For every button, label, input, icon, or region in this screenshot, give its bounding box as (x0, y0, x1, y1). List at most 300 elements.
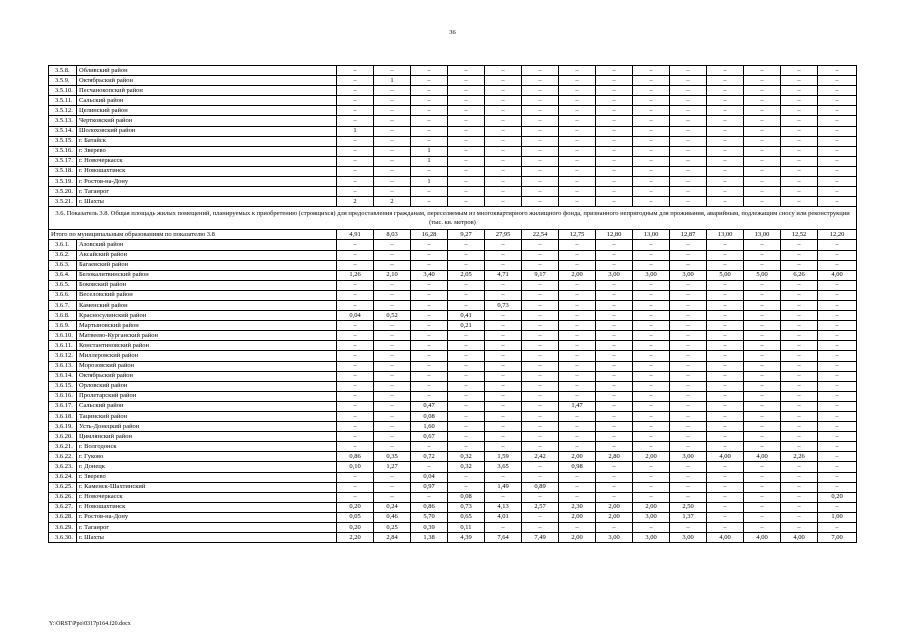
value-cell: 2,30 (559, 502, 596, 512)
value-cell: – (374, 280, 411, 290)
value-cell: 3,40 (411, 270, 448, 280)
value-cell: – (596, 280, 633, 290)
value-cell: – (522, 76, 559, 86)
value-cell: – (781, 96, 818, 106)
value-cell: – (411, 126, 448, 136)
value-cell: – (818, 432, 857, 442)
value-cell: – (522, 492, 559, 502)
value-cell: – (744, 300, 781, 310)
row-number: 3.5.17. (49, 156, 77, 166)
value-cell: 4,00 (818, 270, 857, 280)
value-cell: – (485, 422, 522, 432)
row-number: 3.6.28. (49, 512, 77, 522)
value-cell: – (781, 361, 818, 371)
value-cell: – (744, 136, 781, 146)
table-row (49, 361, 857, 371)
value-cell: – (337, 300, 374, 310)
value-cell: – (522, 187, 559, 197)
total-value-cell: 13,00 (633, 230, 670, 240)
value-cell: – (818, 86, 857, 96)
value-cell: – (485, 106, 522, 116)
value-cell: – (448, 290, 485, 300)
value-cell: – (707, 156, 744, 166)
value-cell: – (670, 290, 707, 300)
value-cell: 0,20 (818, 492, 857, 502)
value-cell: – (707, 462, 744, 472)
value-cell: 5,70 (411, 512, 448, 522)
value-cell: – (818, 341, 857, 351)
value-cell: – (411, 381, 448, 391)
row-name: Октябрьский район (77, 371, 337, 381)
value-cell: – (744, 66, 781, 76)
value-cell: 3,00 (596, 270, 633, 280)
value-cell: – (818, 290, 857, 300)
value-cell: – (485, 432, 522, 442)
value-cell: – (411, 96, 448, 106)
value-cell: – (781, 472, 818, 482)
value-cell: – (707, 351, 744, 361)
value-cell: 0,67 (411, 432, 448, 442)
value-cell: – (337, 116, 374, 126)
table-row (49, 512, 857, 522)
value-cell: – (707, 290, 744, 300)
value-cell: – (818, 136, 857, 146)
value-cell: – (744, 381, 781, 391)
value-cell: – (670, 321, 707, 331)
value-cell: – (337, 492, 374, 502)
value-cell: – (522, 401, 559, 411)
value-cell: – (559, 280, 596, 290)
value-cell: – (448, 371, 485, 381)
row-name: Усть-Донецкий район (77, 422, 337, 432)
value-cell: 7,00 (818, 533, 857, 543)
value-cell: – (485, 472, 522, 482)
value-cell: – (818, 401, 857, 411)
row-number: 3.6.14. (49, 371, 77, 381)
value-cell: – (448, 136, 485, 146)
table-row (49, 240, 857, 250)
value-cell: – (670, 482, 707, 492)
value-cell: – (781, 381, 818, 391)
value-cell: – (670, 260, 707, 270)
value-cell: – (411, 290, 448, 300)
value-cell: – (374, 126, 411, 136)
value-cell: – (633, 492, 670, 502)
value-cell: – (337, 290, 374, 300)
value-cell: – (522, 66, 559, 76)
value-cell: – (411, 187, 448, 197)
row-name: г. Гуково (77, 452, 337, 462)
value-cell: – (633, 391, 670, 401)
value-cell: – (633, 523, 670, 533)
row-name: Багаевский район (77, 260, 337, 270)
value-cell: 2,00 (559, 512, 596, 522)
value-cell: 0,35 (374, 452, 411, 462)
value-cell: – (596, 96, 633, 106)
value-cell: 4,00 (781, 533, 818, 543)
value-cell: – (559, 106, 596, 116)
value-cell: – (559, 250, 596, 260)
value-cell: – (781, 146, 818, 156)
value-cell: – (485, 116, 522, 126)
value-cell: – (596, 240, 633, 250)
table-row (49, 250, 857, 260)
value-cell: – (337, 86, 374, 96)
value-cell: – (522, 321, 559, 331)
value-cell: – (781, 250, 818, 260)
value-cell: – (707, 260, 744, 270)
value-cell: – (707, 86, 744, 96)
value-cell: – (744, 412, 781, 422)
value-cell: – (707, 96, 744, 106)
value-cell: – (337, 177, 374, 187)
value-cell: – (559, 146, 596, 156)
table-row (49, 442, 857, 452)
row-name: Цимлянский район (77, 432, 337, 442)
value-cell: – (559, 126, 596, 136)
value-cell: – (670, 331, 707, 341)
value-cell: 2,00 (559, 533, 596, 543)
value-cell: – (818, 381, 857, 391)
value-cell: – (633, 116, 670, 126)
value-cell: – (522, 381, 559, 391)
value-cell: – (818, 240, 857, 250)
value-cell: – (633, 311, 670, 321)
value-cell: – (781, 260, 818, 270)
value-cell: – (485, 381, 522, 391)
row-name: г. Зверево (77, 472, 337, 482)
table-row (49, 146, 857, 156)
value-cell: 3,00 (670, 270, 707, 280)
value-cell: – (374, 290, 411, 300)
value-cell: – (596, 523, 633, 533)
row-name: г. Волгодонск (77, 442, 337, 452)
value-cell: – (596, 341, 633, 351)
value-cell: – (596, 136, 633, 146)
value-cell: – (670, 401, 707, 411)
table-row (49, 422, 857, 432)
value-cell: – (707, 391, 744, 401)
value-cell: – (818, 76, 857, 86)
value-cell: – (485, 156, 522, 166)
value-cell: – (374, 177, 411, 187)
value-cell: – (559, 391, 596, 401)
value-cell: 1 (374, 76, 411, 86)
value-cell: – (818, 126, 857, 136)
value-cell: – (374, 331, 411, 341)
row-name: Обливский район (77, 66, 337, 76)
value-cell: – (744, 492, 781, 502)
table-row (49, 462, 857, 472)
value-cell: 4,01 (485, 512, 522, 522)
value-cell: – (781, 412, 818, 422)
value-cell: – (633, 422, 670, 432)
table-row (49, 290, 857, 300)
value-cell: – (670, 177, 707, 187)
value-cell: – (559, 321, 596, 331)
value-cell: – (744, 391, 781, 401)
value-cell: – (670, 106, 707, 116)
row-number: 3.5.19. (49, 177, 77, 187)
value-cell: – (374, 240, 411, 250)
total-value-cell: 27,95 (485, 230, 522, 240)
value-cell: – (818, 321, 857, 331)
value-cell: – (374, 391, 411, 401)
value-cell: – (744, 126, 781, 136)
table-row (49, 482, 857, 492)
value-cell: – (670, 66, 707, 76)
value-cell: – (781, 331, 818, 341)
value-cell: 2,50 (670, 502, 707, 512)
value-cell: 0,32 (448, 462, 485, 472)
value-cell: – (670, 371, 707, 381)
value-cell: – (781, 197, 818, 207)
table-row (49, 66, 857, 76)
value-cell: – (485, 391, 522, 401)
value-cell: – (707, 116, 744, 126)
value-cell: 2,42 (522, 452, 559, 462)
value-cell: – (337, 381, 374, 391)
value-cell: – (818, 146, 857, 156)
value-cell: – (485, 523, 522, 533)
value-cell: 6,26 (781, 270, 818, 280)
value-cell: – (633, 361, 670, 371)
value-cell: – (744, 512, 781, 522)
row-number: 3.6.26. (49, 492, 77, 502)
value-cell: 0,52 (374, 311, 411, 321)
total-value-cell: 12,20 (818, 230, 857, 240)
value-cell: – (707, 502, 744, 512)
value-cell: – (707, 442, 744, 452)
total-label: Итого по муниципальным образованиям по показателю 3.8 (49, 230, 337, 240)
value-cell: – (448, 187, 485, 197)
value-cell: 2,00 (559, 452, 596, 462)
value-cell: – (522, 351, 559, 361)
value-cell: – (781, 66, 818, 76)
value-cell: – (374, 106, 411, 116)
value-cell: – (707, 432, 744, 442)
value-cell: – (707, 381, 744, 391)
value-cell: – (485, 187, 522, 197)
value-cell: 2,80 (596, 452, 633, 462)
table-row (49, 412, 857, 422)
value-cell: – (559, 412, 596, 422)
value-cell: – (707, 311, 744, 321)
value-cell: – (781, 126, 818, 136)
value-cell: 2,00 (633, 452, 670, 462)
value-cell: – (411, 462, 448, 472)
value-cell: – (374, 482, 411, 492)
row-name: Тацинский район (77, 412, 337, 422)
value-cell: – (781, 492, 818, 502)
value-cell: – (485, 146, 522, 156)
total-row (49, 230, 857, 240)
value-cell: – (485, 371, 522, 381)
value-cell: – (411, 442, 448, 452)
value-cell: – (448, 166, 485, 176)
value-cell: 0,39 (411, 523, 448, 533)
value-cell: – (596, 300, 633, 310)
value-cell: – (707, 492, 744, 502)
value-cell: 5,00 (744, 270, 781, 280)
value-cell: 0,20 (337, 523, 374, 533)
value-cell: 2,00 (559, 270, 596, 280)
value-cell: – (744, 76, 781, 86)
value-cell: – (633, 381, 670, 391)
value-cell: 2,26 (781, 452, 818, 462)
value-cell: – (744, 401, 781, 411)
value-cell: – (374, 351, 411, 361)
value-cell: – (485, 250, 522, 260)
value-cell: – (411, 351, 448, 361)
value-cell: – (337, 482, 374, 492)
value-cell: – (781, 512, 818, 522)
value-cell: – (559, 331, 596, 341)
table-row (49, 126, 857, 136)
value-cell: – (448, 126, 485, 136)
value-cell: – (596, 116, 633, 126)
value-cell: – (633, 136, 670, 146)
value-cell: – (337, 240, 374, 250)
value-cell: – (818, 442, 857, 452)
section-header-row (49, 207, 857, 230)
value-cell: – (337, 260, 374, 270)
value-cell: – (707, 250, 744, 260)
value-cell: – (411, 311, 448, 321)
table-row (49, 187, 857, 197)
value-cell: 1,37 (670, 512, 707, 522)
value-cell: – (448, 177, 485, 187)
indicator-table (48, 65, 857, 543)
value-cell: – (411, 260, 448, 270)
value-cell: – (522, 240, 559, 250)
value-cell: – (818, 331, 857, 341)
value-cell: 0,89 (522, 482, 559, 492)
value-cell: – (781, 482, 818, 492)
row-number: 3.5.15. (49, 136, 77, 146)
value-cell: – (781, 502, 818, 512)
value-cell: – (485, 86, 522, 96)
value-cell: – (633, 432, 670, 442)
value-cell: – (522, 136, 559, 146)
row-name: г. Донецк (77, 462, 337, 472)
row-number: 3.6.19. (49, 422, 77, 432)
total-value-cell: 13,00 (744, 230, 781, 240)
value-cell: – (633, 187, 670, 197)
value-cell: – (337, 361, 374, 371)
value-cell: – (744, 442, 781, 452)
table-row (49, 166, 857, 176)
total-value-cell: 12,87 (670, 230, 707, 240)
value-cell: – (707, 422, 744, 432)
row-number: 3.5.16. (49, 146, 77, 156)
section-header: 3.6. Показатель 3.8. Общая площадь жилых помещений, планируемых к приобретению (строящихся) для предоставления гражданам, переселяемым из многоквартирного жилищного фонда, признанного непригодным для проживания, аварийным, подлежащим сносу или реконструкции (тыс. кв. метров) (49, 207, 857, 230)
value-cell: – (374, 96, 411, 106)
value-cell: – (781, 240, 818, 250)
value-cell: – (374, 381, 411, 391)
value-cell: – (522, 156, 559, 166)
value-cell: – (522, 422, 559, 432)
value-cell: – (374, 156, 411, 166)
value-cell: – (781, 166, 818, 176)
value-cell: – (522, 472, 559, 482)
value-cell: – (374, 146, 411, 156)
value-cell: 4,00 (744, 533, 781, 543)
value-cell: – (633, 482, 670, 492)
value-cell: – (522, 126, 559, 136)
value-cell: – (818, 106, 857, 116)
table-row (49, 300, 857, 310)
value-cell: – (633, 300, 670, 310)
page-number: 36 (449, 29, 456, 36)
row-number: 3.5.21. (49, 197, 77, 207)
value-cell: – (596, 66, 633, 76)
value-cell: – (522, 260, 559, 270)
value-cell: – (337, 351, 374, 361)
row-name: Каменский район (77, 300, 337, 310)
value-cell: 0,08 (448, 492, 485, 502)
value-cell: – (744, 96, 781, 106)
value-cell: – (707, 401, 744, 411)
value-cell: – (374, 422, 411, 432)
value-cell: – (707, 177, 744, 187)
row-number: 3.6.21. (49, 442, 77, 452)
value-cell: – (633, 240, 670, 250)
row-name: г. Каменск-Шахтинский (77, 482, 337, 492)
value-cell: – (670, 361, 707, 371)
value-cell: 3,00 (670, 452, 707, 462)
value-cell: – (485, 412, 522, 422)
value-cell: – (781, 422, 818, 432)
value-cell: – (522, 116, 559, 126)
value-cell: 2,20 (337, 533, 374, 543)
row-number: 3.5.13. (49, 116, 77, 126)
value-cell: – (559, 166, 596, 176)
total-value-cell: 8,03 (374, 230, 411, 240)
row-number: 3.6.17. (49, 401, 77, 411)
value-cell: – (596, 126, 633, 136)
value-cell: – (374, 371, 411, 381)
value-cell: – (411, 391, 448, 401)
value-cell: – (448, 96, 485, 106)
value-cell: – (633, 250, 670, 260)
value-cell: – (707, 472, 744, 482)
value-cell: – (559, 96, 596, 106)
value-cell: – (337, 96, 374, 106)
row-number: 3.6.8. (49, 311, 77, 321)
value-cell: – (374, 492, 411, 502)
value-cell: – (522, 432, 559, 442)
value-cell: 4,39 (448, 533, 485, 543)
total-value-cell: 12,75 (559, 230, 596, 240)
value-cell: – (448, 432, 485, 442)
value-cell: – (670, 412, 707, 422)
row-name: Песчанокопский район (77, 86, 337, 96)
row-number: 3.6.20. (49, 432, 77, 442)
row-name: Сальский район (77, 96, 337, 106)
value-cell: – (707, 371, 744, 381)
value-cell: – (522, 523, 559, 533)
value-cell: – (596, 361, 633, 371)
row-number: 3.6.22. (49, 452, 77, 462)
value-cell: – (485, 321, 522, 331)
value-cell: – (448, 250, 485, 260)
value-cell: – (522, 512, 559, 522)
value-cell: – (596, 177, 633, 187)
value-cell: – (374, 166, 411, 176)
value-cell: – (670, 126, 707, 136)
value-cell: – (633, 197, 670, 207)
